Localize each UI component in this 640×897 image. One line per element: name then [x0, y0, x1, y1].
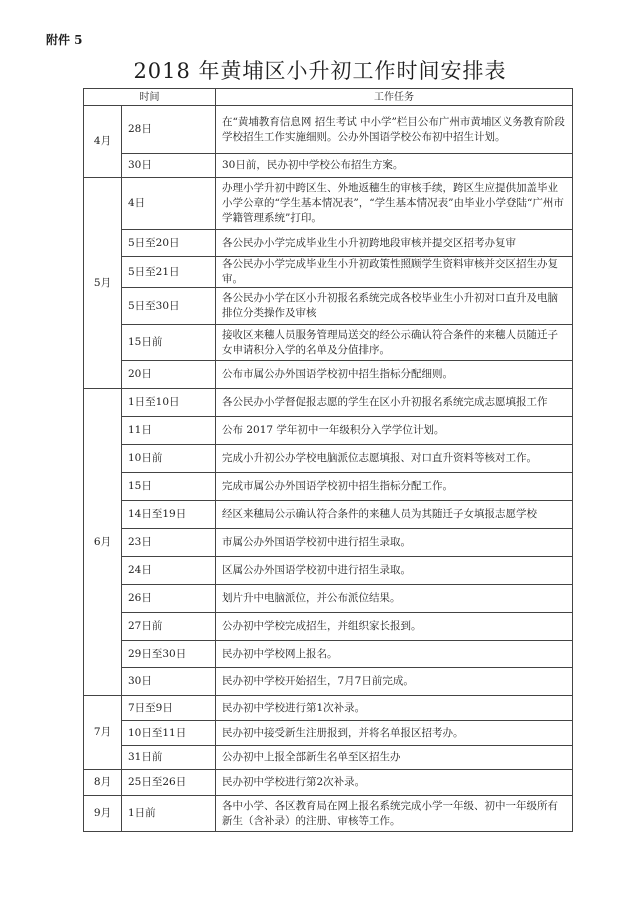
table-row [84, 529, 573, 557]
task-cell: 30日前，民办初中学校公布招生方案。 [216, 154, 573, 178]
task-cell: 完成市属公办外国语学校初中招生指标分配工作。 [216, 473, 573, 501]
task-cell: 公办初中学校完成招生，并组织家长报到。 [216, 613, 573, 641]
schedule-body [84, 106, 573, 832]
table-row [84, 154, 573, 178]
date-cell: 11日 [122, 417, 216, 445]
table-row [84, 641, 573, 668]
table-row [84, 473, 573, 501]
table-row [84, 417, 573, 445]
date-cell: 15日前 [122, 325, 216, 361]
table-row [84, 230, 573, 257]
table-row [84, 389, 573, 417]
task-cell: 民办初中学校进行第2次补录。 [216, 770, 573, 796]
date-cell: 25日至26日 [122, 770, 216, 796]
month-cell: 9月 [84, 796, 122, 832]
page-title: 2018 年黄埔区小升初工作时间安排表 [133, 59, 507, 83]
task-cell: 办理小学升初中跨区生、外地返穗生的审核手续，跨区生应提供加盖毕业小学公章的“学生基本情况表”，“学生基本情况表”由毕业小学登陆“广州市学籍管理系统”打印。 [216, 178, 573, 230]
task-cell: 接收区来穗人员服务管理局送交的经公示确认符合条件的来穗人员随迁子女申请积分入学的名单及分值排序。 [216, 325, 573, 361]
header-time: 时间 [84, 89, 216, 106]
month-cell: 4月 [84, 106, 122, 178]
date-cell: 4日 [122, 178, 216, 230]
table-row [84, 668, 573, 696]
table-row [84, 585, 573, 613]
date-cell: 20日 [122, 361, 216, 389]
date-cell: 10日至11日 [122, 721, 216, 746]
task-cell: 公办初中上报全部新生名单至区招生办 [216, 746, 573, 770]
date-cell: 5日至21日 [122, 257, 216, 288]
table-row [84, 361, 573, 389]
date-cell: 31日前 [122, 746, 216, 770]
task-cell: 民办初中接受新生注册报到，并将名单报区招考办。 [216, 721, 573, 746]
month-cell: 8月 [84, 770, 122, 796]
task-cell: 在“黄埔教育信息网 招生考试 中小学”栏目公布广州市黄埔区义务教育阶段学校招生工作实施细则。公办外国语学校公布初中招生计划。 [216, 106, 573, 154]
table-row [84, 178, 573, 230]
date-cell: 29日至30日 [122, 641, 216, 668]
date-cell: 14日至19日 [122, 501, 216, 529]
task-cell: 各中小学、各区教育局在网上报名系统完成小学一年级、初中一年级所有新生（含补录）的注册、审核等工作。 [216, 796, 573, 832]
date-cell: 1日至10日 [122, 389, 216, 417]
table-row [84, 288, 573, 325]
task-cell: 各公民办小学完成毕业生小升初政策性照顾学生资料审核并交区招生办复审。 [216, 257, 573, 288]
table-row [84, 613, 573, 641]
date-cell: 1日前 [122, 796, 216, 832]
task-cell: 区属公办外国语学校初中进行招生录取。 [216, 557, 573, 585]
task-cell: 公布市属公办外国语学校初中招生指标分配细则。 [216, 361, 573, 389]
task-cell: 各公民办小学完成毕业生小升初跨地段审核并提交区招考办复审 [216, 230, 573, 257]
date-cell: 5日至20日 [122, 230, 216, 257]
task-cell: 民办初中学校网上报名。 [216, 641, 573, 668]
task-cell: 完成小升初公办学校电脑派位志愿填报、对口直升资料等核对工作。 [216, 445, 573, 473]
date-cell: 23日 [122, 529, 216, 557]
table-row [84, 721, 573, 746]
task-cell: 划片升中电脑派位，并公布派位结果。 [216, 585, 573, 613]
table-row [84, 501, 573, 529]
month-cell: 6月 [84, 389, 122, 696]
date-cell: 30日 [122, 668, 216, 696]
table-row [84, 325, 573, 361]
date-cell: 5日至30日 [122, 288, 216, 325]
table-row [84, 746, 573, 770]
date-cell: 28日 [122, 106, 216, 154]
date-cell: 26日 [122, 585, 216, 613]
task-cell: 各公民办小学在区小升初报名系统完成各校毕业生小升初对口直升及电脑排位分类操作及审核 [216, 288, 573, 325]
table-row [84, 106, 573, 154]
task-cell: 公布 2017 学年初中一年级积分入学学位计划。 [216, 417, 573, 445]
date-cell: 10日前 [122, 445, 216, 473]
task-cell: 各公民办小学督促报志愿的学生在区小升初报名系统完成志愿填报工作 [216, 389, 573, 417]
task-cell: 民办初中学校进行第1次补录。 [216, 696, 573, 721]
date-cell: 27日前 [122, 613, 216, 641]
header-task: 工作任务 [216, 89, 573, 106]
table-row [84, 770, 573, 796]
date-cell: 15日 [122, 473, 216, 501]
task-cell: 市属公办外国语学校初中进行招生录取。 [216, 529, 573, 557]
month-cell: 7月 [84, 696, 122, 770]
table-row [84, 445, 573, 473]
date-cell: 24日 [122, 557, 216, 585]
table-header-row [84, 89, 573, 106]
table-row [84, 257, 573, 288]
table-row [84, 696, 573, 721]
table-row [84, 557, 573, 585]
task-cell: 经区来穗局公示确认符合条件的来穗人员为其随迁子女填报志愿学校 [216, 501, 573, 529]
date-cell: 7日至9日 [122, 696, 216, 721]
schedule-table [83, 88, 573, 832]
table-row [84, 796, 573, 832]
month-cell: 5月 [84, 178, 122, 389]
date-cell: 30日 [122, 154, 216, 178]
task-cell: 民办初中学校开始招生，7月7日前完成。 [216, 668, 573, 696]
attachment-label: 附件 5 [46, 33, 83, 47]
